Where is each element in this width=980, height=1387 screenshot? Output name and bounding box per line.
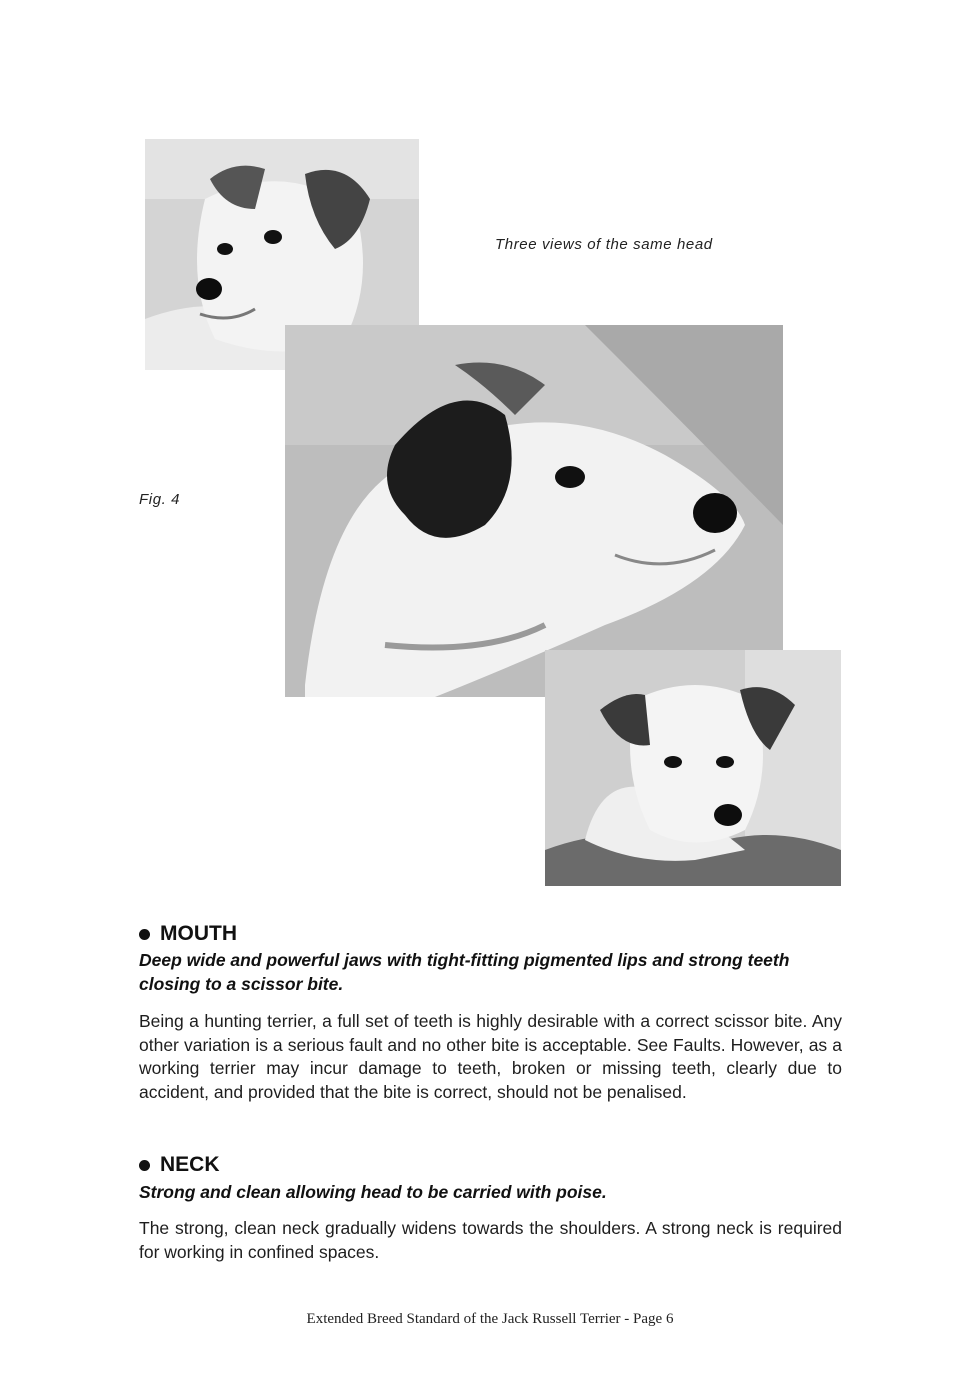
bullet-icon: [139, 929, 150, 940]
mouth-body-text: Being a hunting terrier, a full set of teeth is highly desirable with a correct scissor bite. Any other variation is a serious fault and no other bite is acceptable. See Faults. However, as a working terrier may incur damage to teeth, broken or missing teeth, clearly due to accident, and provided that the bite is correct, should not be penalised.: [139, 1011, 842, 1102]
neck-heading-text: NECK: [160, 1153, 220, 1176]
figure-label: Fig. 4: [139, 491, 181, 508]
mouth-lead-text: Deep wide and powerful jaws with tight-fitting pigmented lips and strong teeth closing to a scissor bite.: [139, 950, 790, 994]
dog-head-photo-front-view: [545, 650, 841, 886]
bullet-icon: [139, 1160, 150, 1171]
mouth-heading-text: MOUTH: [160, 922, 237, 945]
figure-caption: Three views of the same head: [495, 236, 713, 253]
page-footer: Extended Breed Standard of the Jack Russell Terrier - Page 6: [306, 1311, 674, 1327]
neck-body-text: The strong, clean neck gradually widens towards the shoulders. A strong neck is required for working in confined spaces.: [139, 1218, 842, 1262]
mouth-section-heading: [139, 922, 237, 946]
neck-section-heading: [139, 1153, 220, 1177]
neck-lead-text: Strong and clean allowing head to be carried with poise.: [139, 1182, 607, 1202]
dog-head-photo-profile-view: [285, 325, 783, 697]
